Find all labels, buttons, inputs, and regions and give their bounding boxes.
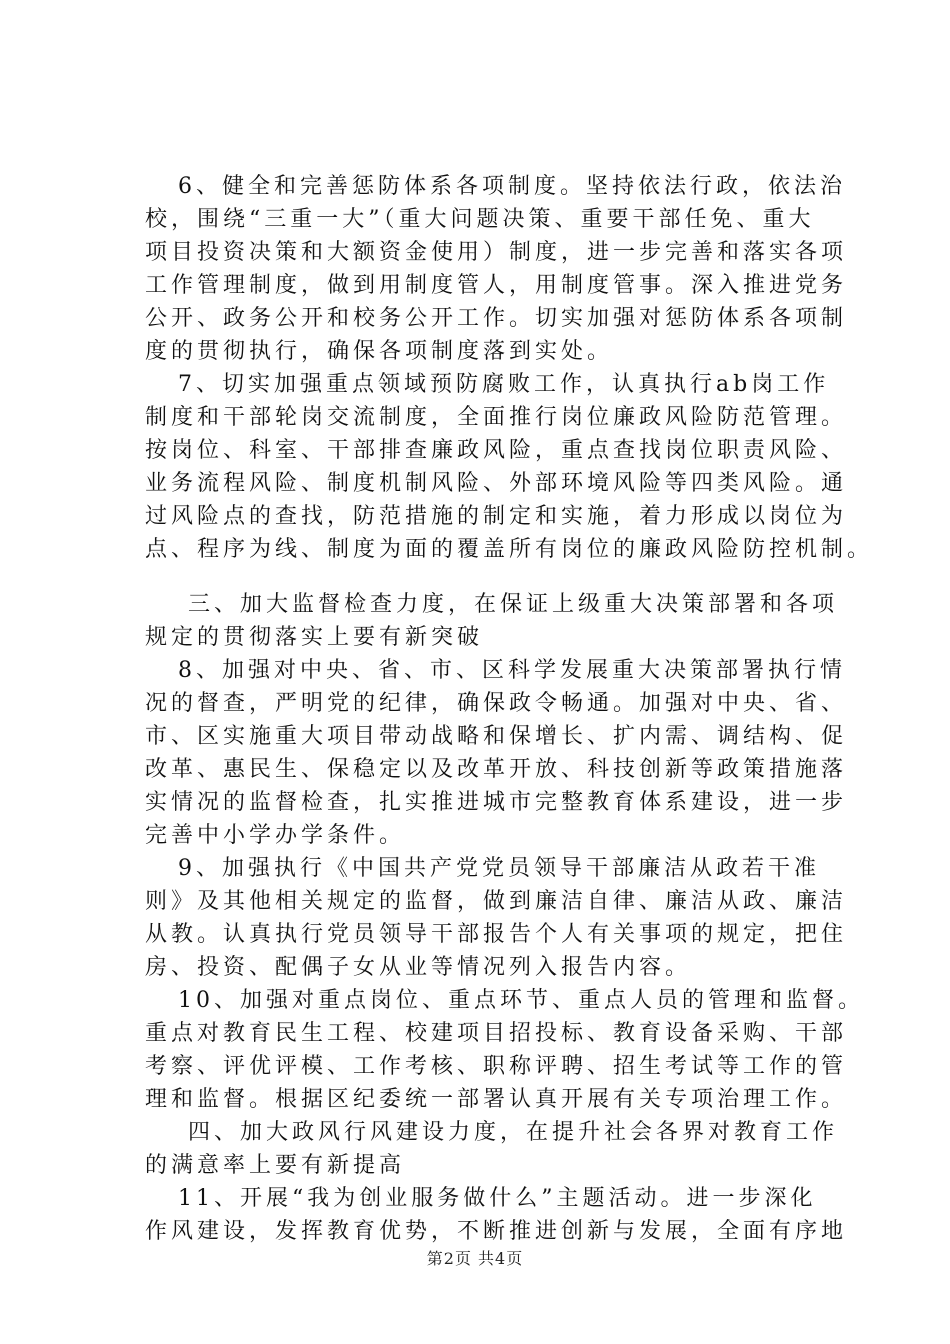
text-line: 则》及其他相关规定的监督，做到廉洁自律、廉洁从政、廉洁 [145,889,848,914]
text-line: 度的贯彻执行，确保各项制度落到实处。 [145,339,614,364]
text-line: 从教。认真执行党员领导干部报告个人有关事项的规定，把住 [145,922,848,947]
section-heading-line: 三、加大监督检查力度，在保证上级重大决策部署和各项 [188,592,839,617]
text-line: 9、加强执行《中国共产党党员领导干部廉洁从政若干准 [178,856,820,881]
section-heading-line: 规定的贯彻落实上要有新突破 [145,625,484,650]
section-heading-line: 的满意率上要有新提高 [145,1153,406,1178]
text-line: 按岗位、科室、干部排查廉政风险，重点查找岗位职责风险、 [145,438,848,463]
text-line: 8、加强对中央、省、市、区科学发展重大决策部署执行情 [178,658,846,683]
text-line: 业务流程风险、制度机制风险、外部环境风险等四类风险。通 [145,471,848,496]
text-line: 点、程序为线、制度为面的覆盖所有岗位的廉政风险防控机制。 [145,537,874,562]
text-line: 公开、政务公开和校务公开工作。切实加强对惩防体系各项制 [145,306,848,331]
text-line: 理和监督。根据区纪委统一部署认真开展有关专项治理工作。 [145,1087,848,1112]
text-line: 考察、评优评模、工作考核、职称评聘、招生考试等工作的管 [145,1054,848,1079]
text-line: 完善中小学办学条件。 [145,823,406,848]
text-line: 重点对教育民生工程、校建项目招投标、教育设备采购、干部 [145,1021,848,1046]
text-line: 11、开展“我为创业服务做什么”主题活动。进一步深化 [178,1186,817,1211]
text-line: 况的督查，严明党的纪律，确保政令畅通。加强对中央、省、 [145,691,848,716]
text-line: 市、区实施重大项目带动战略和保增长、扩内需、调结构、促 [145,724,848,749]
text-line: 改革、惠民生、保稳定以及改革开放、科技创新等政策措施落 [145,757,848,782]
text-line: 10、加强对重点岗位、重点环节、重点人员的管理和监督。 [178,988,864,1013]
text-line: 工作管理制度，做到用制度管人，用制度管事。深入推进党务 [145,273,848,298]
text-line: 实情况的监督检查，扎实推进城市完整教育体系建设，进一步 [145,790,848,815]
page-number-footer: 第2页 共4页 [426,1249,524,1268]
text-line: 制度和干部轮岗交流制度，全面推行岗位廉政风险防范管理。 [145,405,848,430]
section-heading-line: 四、加大政风行风建设力度，在提升社会各界对教育工作 [188,1120,839,1145]
text-line: 6、健全和完善惩防体系各项制度。坚持依法行政，依法治 [178,174,846,199]
text-line: 7、切实加强重点领域预防腐败工作，认真执行ab岗工作 [178,372,830,397]
text-line: 校，围绕“三重一大”（重大问题决策、重要干部任免、重大 [145,207,815,232]
text-line: 项目投资决策和大额资金使用）制度，进一步完善和落实各项 [145,240,848,265]
text-line: 房、投资、配偶子女从业等情况列入报告内容。 [145,955,692,980]
text-line: 作风建设，发挥教育优势，不断推进创新与发展，全面有序地 [145,1219,848,1244]
text-line: 过风险点的查找，防范措施的制定和实施，着力形成以岗位为 [145,504,848,529]
